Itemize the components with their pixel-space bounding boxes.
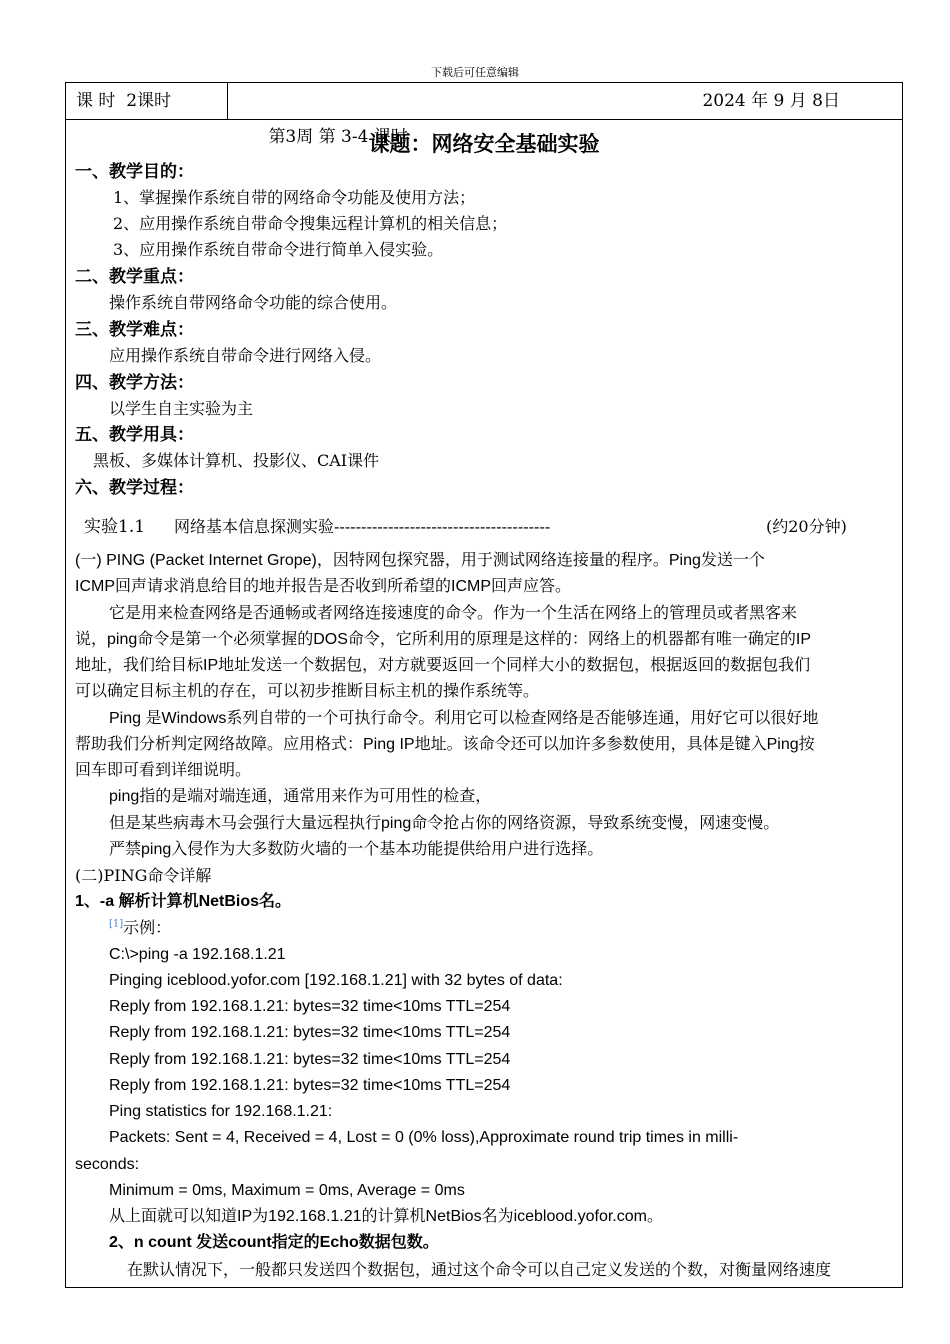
console-line: Minimum = 0ms, Maximum = 0ms, Average = 0ms bbox=[109, 1182, 465, 1199]
console-line: seconds: bbox=[75, 1156, 140, 1173]
section-heading-tools: 五、教学用具： bbox=[75, 425, 194, 445]
objective-item: 2、应用操作系统自带命令搜集远程计算机的相关信息； bbox=[113, 214, 508, 233]
body-line: 回车即可看到详细说明。 bbox=[75, 762, 252, 779]
console-line: Pinging iceblood.yofor.com [192.168.1.21] with 32 bytes of data: bbox=[109, 972, 563, 989]
param-a-heading: 1、-a 解析计算机NetBios名。 bbox=[75, 893, 292, 910]
experiment-duration: (约20分钟) bbox=[766, 517, 847, 536]
body-line: 说，ping命令是第一个必须掌握的DOS命令，它所利用的原理是这样的：网络上的机器都有唯一确定的IP bbox=[75, 631, 812, 648]
body-line: 可以确定目标主机的存在，可以初步推断目标主机的操作系统等。 bbox=[75, 683, 540, 700]
console-line: Ping statistics for 192.168.1.21: bbox=[109, 1103, 333, 1120]
console-line: C:\>ping -a 192.168.1.21 bbox=[109, 946, 286, 963]
section-heading-key-points: 二、教学重点： bbox=[75, 267, 194, 287]
conclusion-text: 从上面就可以知道IP为192.168.1.21的计算机NetBios名为iceblood.yofor.com。 bbox=[109, 1208, 663, 1225]
objective-item: 1、掌握操作系统自带的网络命令功能及使用方法； bbox=[113, 188, 476, 207]
body-line: ping指的是端对端连通，通常用来作为可用性的检查， bbox=[109, 788, 492, 805]
body-line: 地址，我们给目标IP地址发送一个数据包，对方就要返回一个同样大小的数据包，根据返回的数据包我们 bbox=[75, 657, 811, 674]
section-heading-objectives: 一、教学目的： bbox=[75, 162, 194, 182]
console-line: Reply from 192.168.1.21: bytes=32 time<10ms TTL=254 bbox=[109, 1051, 511, 1068]
class-hours-cell: 课 时 2课时 bbox=[66, 83, 228, 119]
section-heading-process: 六、教学过程： bbox=[75, 478, 194, 498]
page-title: 课题：网络安全基础实验 bbox=[368, 131, 600, 156]
experiment-name: 网络基本信息探测实验---------------------------------------- bbox=[174, 517, 551, 536]
body-line: 它是用来检查网络是否通畅或者网络连接速度的命令。作为一个生活在网络上的管理员或者黑客来 bbox=[109, 605, 798, 622]
console-line: Packets: Sent = 4, Received = 4, Lost = 0 (0% loss),Approximate round trip times in milli- bbox=[109, 1129, 739, 1146]
difficulties-text: 应用操作系统自带命令进行网络入侵。 bbox=[109, 346, 382, 365]
tools-text: 黑板、多媒体计算机、投影仪、CAI课件 bbox=[93, 451, 380, 470]
body-line: Ping 是Windows系列自带的一个可执行命令。利用它可以检查网络是否能够连通，用好它可以很好地 bbox=[109, 710, 819, 727]
section-heading-methods: 四、教学方法： bbox=[75, 373, 194, 393]
objective-item: 3、应用操作系统自带命令进行简单入侵实验。 bbox=[113, 240, 444, 259]
methods-text: 以学生自主实验为主 bbox=[109, 399, 254, 418]
body-line: 帮助我们分析判定网络故障。应用格式：Ping IP地址。该命令还可以加许多参数使用，具体是键入Ping按 bbox=[75, 736, 815, 753]
example-line bbox=[109, 915, 171, 941]
lesson-date: 2024 年 9 月 8日 bbox=[702, 91, 840, 111]
example-label: 示例： bbox=[123, 918, 172, 937]
body-line: 严禁ping入侵作为大多数防火墙的一个基本功能提供给用户进行选择。 bbox=[109, 841, 604, 858]
body-line: 但是某些病毒木马会强行大量远程执行ping命令抢占你的网络资源，导致系统变慢，网速变慢。 bbox=[109, 815, 780, 832]
body-line: (一) PING (Packet Internet Grope)，因特网包探究器，用于测试网络连接量的程序。Ping发送一个 bbox=[75, 552, 765, 569]
param-n-heading: 2、n count 发送count指定的Echo数据包数。 bbox=[109, 1234, 439, 1251]
footnote-mark[interactable]: [1] bbox=[109, 918, 124, 930]
param-n-text: 在默认情况下，一般都只发送四个数据包，通过这个命令可以自己定义发送的个数，对衡量网络速度 bbox=[127, 1260, 832, 1279]
console-line: Reply from 192.168.1.21: bytes=32 time<10ms TTL=254 bbox=[109, 998, 511, 1015]
console-line: Reply from 192.168.1.21: bytes=32 time<10ms TTL=254 bbox=[109, 1077, 511, 1094]
body-line: ICMP回声请求消息给目的地并报告是否收到所希望的ICMP回声应答。 bbox=[75, 578, 572, 595]
console-line: Reply from 192.168.1.21: bytes=32 time<10ms TTL=254 bbox=[109, 1024, 511, 1041]
experiment-label: 实验1.1 bbox=[84, 517, 146, 537]
key-points-text: 操作系统自带网络命令功能的综合使用。 bbox=[109, 293, 398, 312]
week-session: 第3周 第 3-4 课时 bbox=[268, 127, 408, 147]
lesson-plan-sheet bbox=[65, 82, 903, 1288]
section-heading-difficulties: 三、教学难点： bbox=[75, 320, 194, 340]
top-note: 下载后可任意编辑 bbox=[431, 66, 519, 79]
ping-detail-heading: (二)PING命令详解 bbox=[75, 866, 212, 885]
